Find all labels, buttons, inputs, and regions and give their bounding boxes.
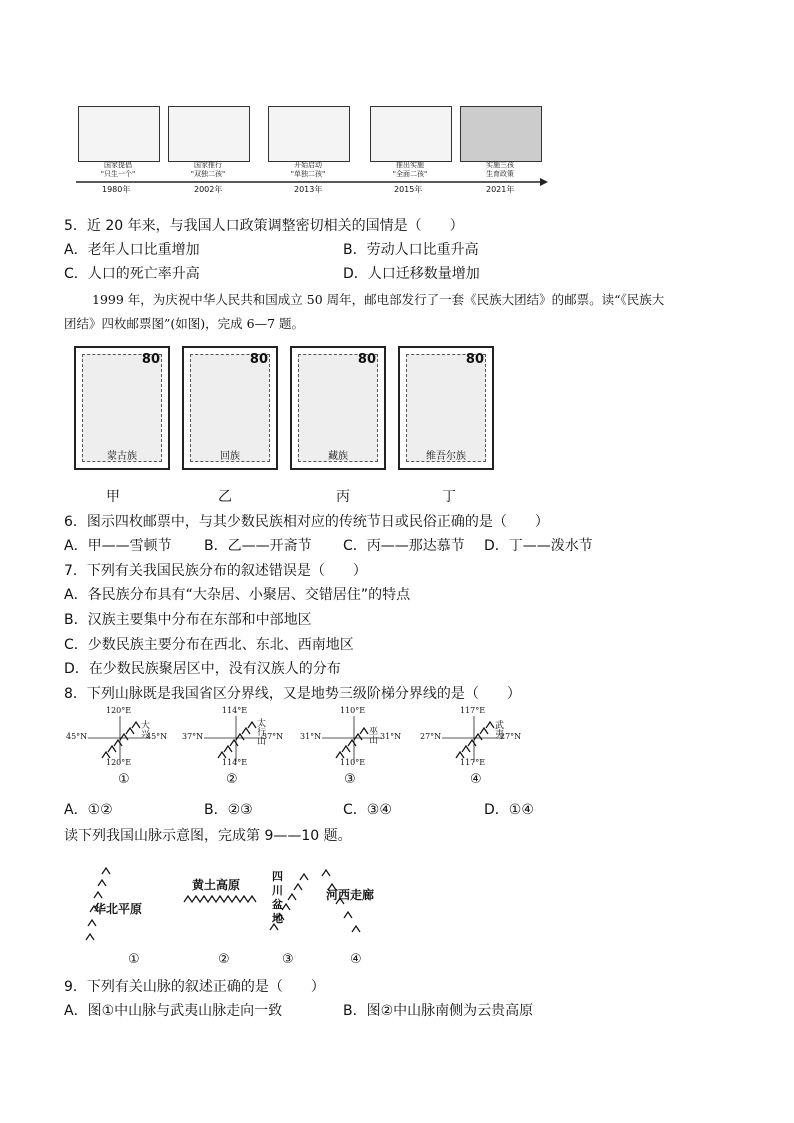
q6-option-b: B．乙——开斋节 bbox=[204, 538, 312, 554]
q7-option-c: C．少数民族主要分布在西北、东北、西南地区 bbox=[64, 637, 354, 653]
stamp-ethnic-name: 蒙古族 bbox=[107, 451, 137, 462]
mountain-range-icon bbox=[420, 706, 530, 776]
mountain-range-icon bbox=[300, 706, 410, 776]
q8-option-c: C．③④ bbox=[343, 802, 392, 818]
map-mountain-chars: 太行山 bbox=[255, 718, 265, 745]
stamp-label-yi: 乙 bbox=[218, 489, 232, 505]
mountain-diagram-4 bbox=[420, 706, 530, 792]
map-right-lat: 37°N bbox=[262, 732, 284, 741]
q7-option-d: D．在少数民族聚居区中，没有汉族人的分布 bbox=[64, 661, 341, 677]
sketch-number-3: ③ bbox=[282, 952, 294, 967]
map-top-lon: 110°E bbox=[340, 706, 366, 715]
sketch-number-1: ① bbox=[128, 952, 140, 967]
map-top-lon: 117°E bbox=[460, 706, 486, 715]
timeline-year-1: 1980年 bbox=[102, 185, 131, 194]
stamp-label-jia: 甲 bbox=[106, 489, 120, 505]
q7-option-b: B．汉族主要集中分布在东部和中部地区 bbox=[64, 612, 312, 628]
timeline-panel-5 bbox=[460, 106, 542, 162]
intro-6-7-line1: 1999 年，为庆祝中华人民共和国成立 50 周年，邮电部发行了一套《民族大团结》的邮票。读“《民族大 bbox=[92, 292, 665, 307]
map-top-lon: 120°E bbox=[106, 706, 132, 715]
map-right-lat: 31°N bbox=[380, 732, 402, 741]
policy-timeline-figure bbox=[72, 100, 552, 195]
map-number: ② bbox=[226, 772, 238, 787]
q9-stem: 9．下列有关山脉的叙述正确的是（ ） bbox=[64, 979, 325, 995]
map-left-lat: 27°N bbox=[420, 732, 442, 741]
stamp-mongol bbox=[74, 346, 170, 470]
q5-option-a: A．老年人口比重增加 bbox=[64, 242, 200, 258]
timeline-year-2: 2002年 bbox=[194, 185, 223, 194]
q6-option-c: C．丙——那达慕节 bbox=[343, 538, 465, 554]
map-right-lat: 45°N bbox=[146, 732, 168, 741]
map-mountain-chars: 巫山 bbox=[367, 726, 377, 744]
sketch-number-2: ② bbox=[218, 952, 230, 967]
map-left-lat: 31°N bbox=[300, 732, 322, 741]
stamp-label-bing: 丙 bbox=[336, 489, 350, 505]
map-right-lat: 27°N bbox=[500, 732, 522, 741]
q9-option-a: A．图①中山脉与武夷山脉走向一致 bbox=[64, 1003, 283, 1019]
q6-option-d: D．丁——泼水节 bbox=[484, 538, 593, 554]
timeline-panel-2 bbox=[168, 106, 250, 162]
map-top-lon: 114°E bbox=[222, 706, 248, 715]
map-number: ④ bbox=[470, 772, 482, 787]
timeline-panel-4 bbox=[370, 106, 452, 162]
mountain-range-icon bbox=[182, 706, 292, 776]
label-north-china-plain: 华北平原 bbox=[94, 902, 143, 916]
stamp-label-ding: 丁 bbox=[442, 489, 456, 505]
stamp-value: 80 bbox=[465, 352, 484, 367]
q7-option-a: A．各民族分布具有“大杂居、小聚居、交错居住”的特点 bbox=[64, 587, 411, 603]
mountain-diagram-3 bbox=[300, 706, 410, 792]
mountain-diagram-2 bbox=[182, 706, 292, 792]
q5-option-c: C．人口的死亡率升高 bbox=[64, 266, 200, 282]
q8-option-a: A．①② bbox=[64, 802, 113, 818]
map-mountain-chars: 大兴 bbox=[139, 720, 149, 738]
map-left-lat: 37°N bbox=[182, 732, 204, 741]
timeline-label-2: 国家推行 "双独二孩" bbox=[190, 161, 226, 178]
map-bottom-lon: 114°E bbox=[222, 758, 248, 767]
stamp-value: 80 bbox=[249, 352, 268, 367]
label-sichuan-basin: 四 川 盆 地 bbox=[272, 870, 283, 925]
map-left-lat: 45°N bbox=[66, 732, 88, 741]
map-bottom-lon: 110°E bbox=[340, 758, 366, 767]
map-bottom-lon: 120°E bbox=[106, 758, 132, 767]
q8-option-d: D．①④ bbox=[484, 802, 534, 818]
stamp-ethnic-name: 藏族 bbox=[328, 451, 348, 462]
intro-9-10: 读下列我国山脉示意图，完成第 9——10 题。 bbox=[64, 828, 352, 844]
q8-stem: 8．下列山脉既是我国省区分界线，又是地势三级阶梯分界线的是（ ） bbox=[64, 686, 521, 702]
map-mountain-chars: 武夷 bbox=[493, 720, 503, 738]
timeline-label-1: 国家提倡 "只生一个" bbox=[100, 161, 136, 178]
stamp-uyghur bbox=[398, 346, 494, 470]
map-number: ① bbox=[118, 772, 130, 787]
timeline-panel-3 bbox=[268, 106, 350, 162]
label-loess-plateau: 黄土高原 bbox=[192, 878, 241, 892]
label-hexi-corridor: 河西走廊 bbox=[326, 888, 375, 902]
sketch-number-4: ④ bbox=[350, 952, 362, 967]
q7-stem: 7．下列有关我国民族分布的叙述错误是（ ） bbox=[64, 563, 367, 579]
map-bottom-lon: 117°E bbox=[460, 758, 486, 767]
timeline-label-4: 推出实施 "全面二孩" bbox=[392, 161, 428, 178]
intro-6-7-line2: 团结》四枚邮票图”(如图)，完成 6—7 题。 bbox=[64, 316, 304, 331]
stamp-hui bbox=[182, 346, 278, 470]
mountain-diagram-1 bbox=[66, 706, 176, 792]
q5-stem: 5．近 20 年来，与我国人口政策调整密切相关的国情是（ ） bbox=[64, 218, 464, 234]
q6-option-a: A．甲——雪顿节 bbox=[64, 538, 172, 554]
map-number: ③ bbox=[344, 772, 356, 787]
stamp-tibetan bbox=[290, 346, 386, 470]
timeline-label-5: 实施三孩 生育政策 bbox=[486, 161, 514, 178]
china-mountains-sketch bbox=[80, 856, 380, 974]
stamp-value: 80 bbox=[357, 352, 376, 367]
timeline-year-4: 2015年 bbox=[394, 185, 423, 194]
timeline-panel-1 bbox=[78, 106, 160, 162]
timeline-label-3: 开始启动 "单独二孩" bbox=[290, 161, 326, 178]
stamp-ethnic-name: 回族 bbox=[220, 451, 240, 462]
stamp-ethnic-name: 维吾尔族 bbox=[426, 451, 466, 462]
q6-stem: 6．图示四枚邮票中，与其少数民族相对应的传统节日或民俗正确的是（ ） bbox=[64, 514, 549, 530]
q5-option-d: D．人口迁移数量增加 bbox=[343, 266, 480, 282]
stamp-value: 80 bbox=[141, 352, 160, 367]
q8-option-b: B．②③ bbox=[204, 802, 253, 818]
mountain-range-icon bbox=[66, 706, 176, 776]
timeline-year-5: 2021年 bbox=[486, 185, 515, 194]
q9-option-b: B．图②中山脉南侧为云贵高原 bbox=[343, 1003, 534, 1019]
q5-option-b: B．劳动人口比重升高 bbox=[343, 242, 479, 258]
timeline-year-3: 2013年 bbox=[294, 185, 323, 194]
